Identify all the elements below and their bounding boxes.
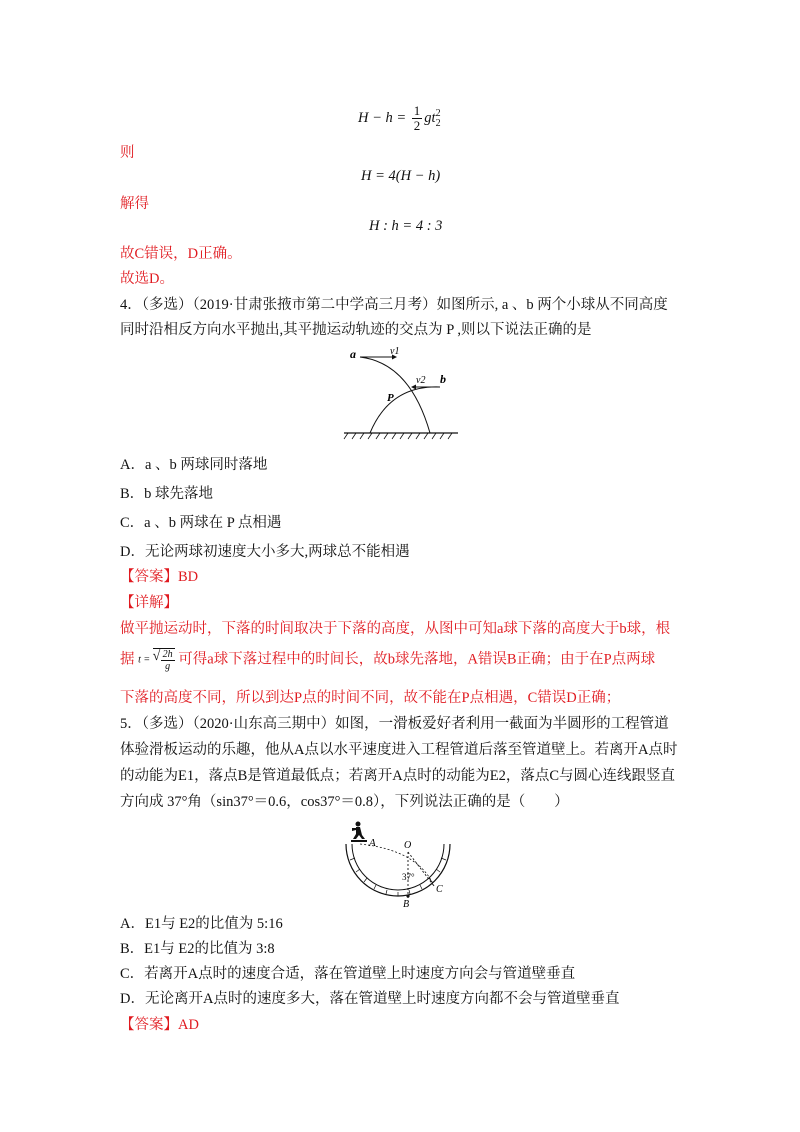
q4-label-P: P xyxy=(387,392,394,404)
q4-stem-line-2: 同时沿相反方向水平抛出,其平抛运动轨迹的交点为 P ,则以下说法正确的是 xyxy=(120,322,592,338)
equation-1-denominator: 2 xyxy=(413,118,421,133)
equation-1-lhs: H − h = xyxy=(358,109,407,126)
q4-trajectory-figure xyxy=(342,345,462,441)
q4-time-formula-fraction xyxy=(161,649,175,672)
skateboarder-icon xyxy=(351,822,367,843)
equation-1-subscript: 2 xyxy=(435,117,441,129)
q5-label-angle: 37° xyxy=(402,872,415,882)
q5-pipe-outer-arc xyxy=(346,844,450,896)
q5-option-c: C．若离开A点时的速度合适，落在管道壁上时速度方向会与管道壁垂直 xyxy=(120,966,576,982)
q5-answer-value: AD xyxy=(178,1017,199,1033)
q4-label-v2: v2 xyxy=(416,375,426,386)
q4-time-formula-sqrt xyxy=(153,648,175,672)
q5-label-O: O xyxy=(404,840,412,851)
text-ze: 则 xyxy=(120,145,135,161)
q4-answer-tag: 【答案】 xyxy=(120,569,178,585)
q5-label-C: C xyxy=(436,884,443,895)
q4-time-formula-numerator: 2h xyxy=(162,649,173,660)
q4-detail-line-2-prefix: 据 xyxy=(120,651,135,668)
q5-trajectory-dashed xyxy=(360,844,434,886)
q5-stem-line-4: 方向成 37°角（sin37°＝0.6，cos37°＝0.8），下列说法正确的是（ ） xyxy=(120,794,569,810)
q4-time-formula-t: t = xyxy=(138,654,151,666)
equation-2: H = 4(H − h) xyxy=(361,168,441,184)
equation-3: H : h = 4 : 3 xyxy=(369,218,443,234)
q4-option-b: B．b 球先落地 xyxy=(120,486,214,502)
text-jiede: 解得 xyxy=(120,196,149,212)
q5-option-b: B．E1与 E2的比值为 3:8 xyxy=(120,941,275,957)
equation-1-rhs: gt xyxy=(424,109,436,126)
q5-answer-tag: 【答案】 xyxy=(120,1017,178,1033)
q4-label-b: b xyxy=(440,372,446,386)
q4-time-formula xyxy=(138,648,175,672)
q5-pipe-figure xyxy=(338,820,466,908)
q4-trajectory-b xyxy=(370,387,440,433)
q5-answer-line xyxy=(120,1015,199,1035)
q4-detail-line-3: 下落的高度不同，所以到达P点的时间不同，故不能在P点相遇，C错误D正确； xyxy=(120,690,621,706)
q4-option-c: C．a 、b 两球在 P 点相遇 xyxy=(120,515,282,531)
q5-stem-line-3: 的动能为E1，落点B是管道最低点；若离开A点时的动能为E2，落点C与圆心连线跟竖直 xyxy=(120,768,676,784)
q4-stem-line-1: 4．（多选）（2019·甘肃张掖市第二中学高三月考）如图所示, a 、b 两个小球从不同高度 xyxy=(120,297,668,313)
q5-label-B: B xyxy=(403,899,410,908)
q5-option-d: D．无论离开A点时的速度多大，落在管道壁上时速度方向都不会与管道壁垂直 xyxy=(120,991,620,1007)
equation-1-superscript: 2 xyxy=(435,107,441,119)
equation-1-numerator: 1 xyxy=(413,103,421,118)
q4-label-v1: v1 xyxy=(390,346,400,357)
q5-point-B xyxy=(406,894,409,897)
q4-detail-tag: 【详解】 xyxy=(120,595,178,611)
conclusion-line-2: 故选D。 xyxy=(120,271,174,287)
conclusion-line-1: 故C错误，D正确。 xyxy=(120,246,242,262)
q5-stem-line-1: 5．（多选）（2020·山东高三期中）如图，一滑板爱好者利用一截面为半圆形的工程管道 xyxy=(120,716,669,732)
q4-answer-value: BD xyxy=(178,569,199,585)
q4-answer-line xyxy=(120,567,198,587)
q4-ground-hatch xyxy=(344,433,452,439)
q4-option-a: A．a 、b 两球同时落地 xyxy=(120,457,268,473)
equation-1-scripts xyxy=(436,109,441,129)
q4-detail-line-2 xyxy=(120,648,655,672)
equation-1-fraction xyxy=(412,104,423,133)
q4-trajectory-a xyxy=(360,357,430,433)
q4-detail-line-2-text: 可得a球下落过程中的时间长，故b球先落地，A错误B正确；由于在P点两球 xyxy=(178,651,656,668)
q4-label-a: a xyxy=(350,347,356,361)
equation-1 xyxy=(358,104,441,133)
q4-time-formula-denominator: g xyxy=(165,661,171,672)
radical-icon: √ xyxy=(152,649,161,664)
q5-pipe-inner-arc xyxy=(352,844,444,890)
q5-stem-line-2: 体验滑板运动的乐趣，他从A点以水平速度进入工程管道后落至管道壁上。若离开A点时 xyxy=(120,742,678,758)
q5-option-a: A．E1与 E2的比值为 5:16 xyxy=(120,916,283,932)
q5-label-A: A xyxy=(369,837,376,849)
q4-detail-line-1: 做平抛运动时，下落的时间取决于下落的高度，从图中可知a球下落的高度大于b球，根 xyxy=(120,621,671,637)
q4-option-d: D．无论两球初速度大小多大,两球总不能相遇 xyxy=(120,544,410,560)
